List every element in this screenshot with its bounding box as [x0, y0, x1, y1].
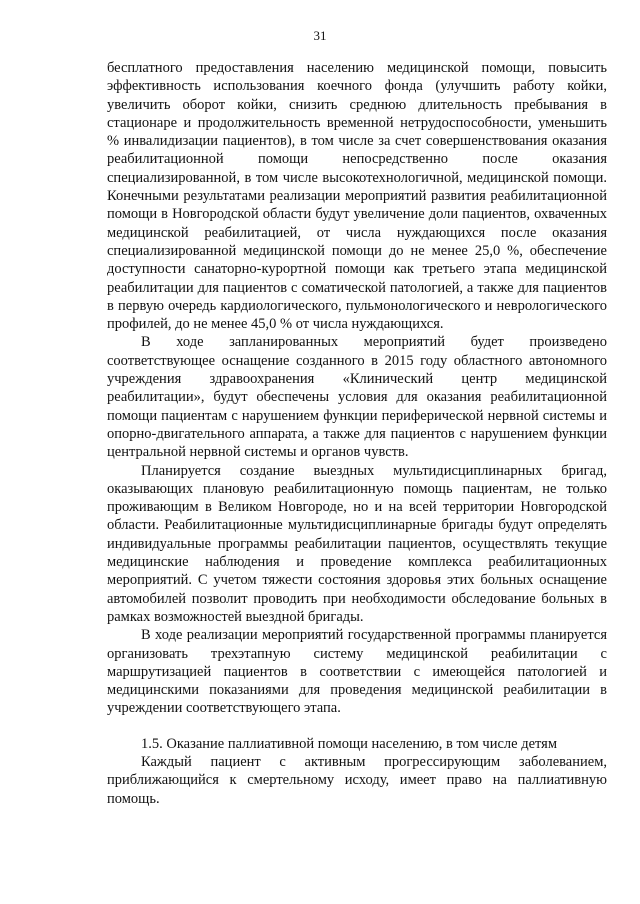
- document-body: [107, 59, 607, 808]
- paragraph-rehab-center: В ходе запланированных мероприятий будет произведено соответствующее оснащение созданного в 2015 году областного автономного учреждения здравоохранения «Клинический центр медицинской реабилитации», будут обеспечены условия для оказания реабилитационной помощи пациентам с нарушением функции периферической нервной системы и опорно-двигательного аппарата, а также для пациентов с нарушением функции центральной нервной системы и органов чувств.: [107, 334, 607, 461]
- paragraph-three-stage-system: В ходе реализации мероприятий государственной программы планируется организовать трехэтапную систему медицинской реабилитации с маршрутизацией пациентов в соответствии с имеющейся патологией и медицинскими показаниями для проведения медицинской реабилитации в учреждении соответствующего этапа.: [107, 627, 607, 717]
- paragraph-palliative: Каждый пациент с активным прогрессирующим заболеванием, приближающийся к смертельному исходу, имеет право на паллиативную помощь.: [107, 753, 607, 807]
- paragraph-mobile-teams: Планируется создание выездных мультидисциплинарных бригад, оказывающих плановую реабилитационную помощь пациентам, не только проживающим в Великом Новгороде, но и на всей территории Новгородской области. Реабилитационные мультидисциплинарные бригады будут определять индивидуальные программы реабилитации пациентов, осуществлять текущие медицинские наблюдения и проведение комплекса реабилитационных мероприятий. С учетом тяжести состояния здоровья этих больных оснащение автомобилей позволит проводить при необходимости обследование больных в рамках возможностей выездной бригады.: [107, 462, 607, 625]
- section-heading: 1.5. Оказание паллиативной помощи населению, в том числе детям: [141, 735, 558, 752]
- paragraph-continuation: бесплатного предоставления населению медицинской помощи, повысить эффективность использования коечного фонда (улучшить работу койки, увеличить оборот койки, снизить среднюю длительность пребывания в стационаре и продолжительность временной нетрудоспособности, уменьшить % инвалидизации пациентов), в том числе за счет совершенствования оказания реабилитационной помощи непосредственно после оказания специализированной, в том числе высокотехнологичной, медицинской помощи. Конечными результатами реализации мероприятий развития реабилитационной помощи в Новгородской области будут увеличение доли пациентов, охваченных медицинской реабилитацией, от числа нуждающихся после оказания специализированной медицинской помощи до не менее 25,0 %, обеспечение доступности санаторно-курортной помощи как третьего этапа медицинской реабилитации для пациентов с соматической патологией, а также для пациентов в первую очередь кардиологического, пульмонологического и неврологического профилей, до не менее 45,0 % от числа нуждающихся.: [107, 60, 607, 333]
- page-number: 31: [313, 28, 327, 43]
